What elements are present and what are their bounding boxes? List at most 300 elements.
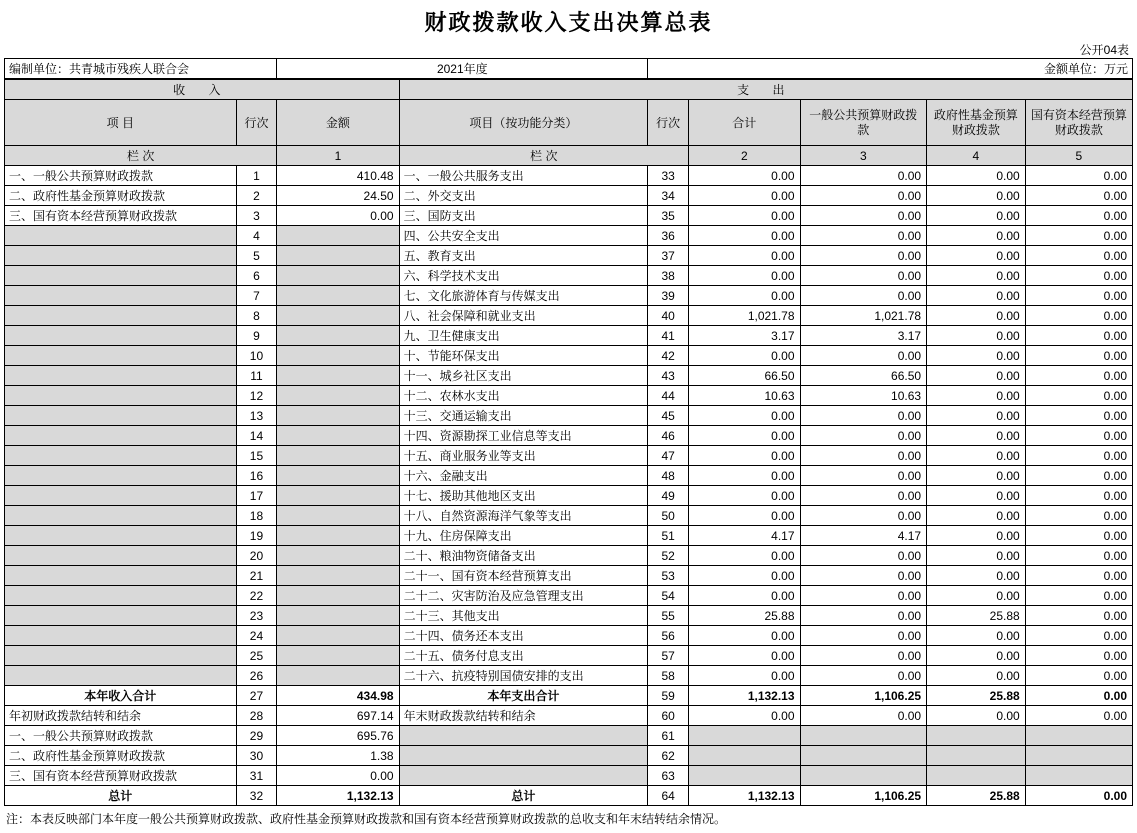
cell-expense-item: 十二、农林水支出 (399, 386, 648, 406)
cell-income-line: 13 (236, 406, 277, 426)
cell-expense-total: 0.00 (689, 446, 801, 466)
compile-unit: 编制单位：共青城市残疾人联合会 (5, 59, 277, 79)
cell-income-item (5, 246, 237, 266)
cell-expense-total: 0.00 (689, 206, 801, 226)
col-num-1: 1 (277, 146, 399, 166)
cell-expense-total: 0.00 (689, 426, 801, 446)
cell-expense-fund: 0.00 (927, 346, 1026, 366)
cell-income-amount (277, 246, 399, 266)
cell-expense-fund: 0.00 (927, 406, 1026, 426)
cell-expense-item: 十、节能环保支出 (399, 346, 648, 366)
cell-expense-fund: 0.00 (927, 306, 1026, 326)
cell-expense-general: 0.00 (800, 246, 927, 266)
cell-income-amount: 434.98 (277, 686, 399, 706)
cell-expense-line: 58 (648, 666, 689, 686)
cell-expense-total: 10.63 (689, 386, 801, 406)
table-row (5, 166, 1133, 186)
cell-income-item: 年初财政拨款结转和结余 (5, 706, 237, 726)
cell-expense-total: 0.00 (689, 346, 801, 366)
cell-expense-general: 0.00 (800, 566, 927, 586)
cell-expense-fund: 0.00 (927, 546, 1026, 566)
cell-expense-line: 35 (648, 206, 689, 226)
cell-income-amount (277, 486, 399, 506)
table-row (5, 786, 1133, 806)
cell-expense-item: 二、外交支出 (399, 186, 648, 206)
cell-expense-line: 45 (648, 406, 689, 426)
cell-expense-total: 3.17 (689, 326, 801, 346)
cell-income-item (5, 606, 237, 626)
cell-income-line: 10 (236, 346, 277, 366)
cell-expense-item: 二十三、其他支出 (399, 606, 648, 626)
cell-expense-general: 0.00 (800, 626, 927, 646)
cell-income-item: 三、国有资本经营预算财政拨款 (5, 206, 237, 226)
cell-income-line: 22 (236, 586, 277, 606)
cell-expense-total: 0.00 (689, 246, 801, 266)
cell-expense-line: 37 (648, 246, 689, 266)
cell-income-amount (277, 286, 399, 306)
cell-expense-capital: 0.00 (1025, 326, 1132, 346)
cell-income-line: 25 (236, 646, 277, 666)
cell-expense-line: 38 (648, 266, 689, 286)
cell-expense-capital: 0.00 (1025, 346, 1132, 366)
cell-expense-total: 4.17 (689, 526, 801, 546)
cell-expense-capital: 0.00 (1025, 246, 1132, 266)
cell-income-amount (277, 346, 399, 366)
cell-expense-capital: 0.00 (1025, 166, 1132, 186)
cell-expense-fund: 0.00 (927, 386, 1026, 406)
cell-income-line: 27 (236, 686, 277, 706)
table-row (5, 466, 1133, 486)
cell-expense-capital: 0.00 (1025, 586, 1132, 606)
cell-income-item (5, 666, 237, 686)
col-expense-fund: 政府性基金预算财政拨款 (927, 100, 1026, 146)
cell-expense-item: 二十四、债务还本支出 (399, 626, 648, 646)
table-row (5, 526, 1133, 546)
cell-income-line: 3 (236, 206, 277, 226)
cell-income-amount (277, 506, 399, 526)
cell-expense-capital: 0.00 (1025, 406, 1132, 426)
cell-expense-capital: 0.00 (1025, 686, 1132, 706)
cell-expense-line: 47 (648, 446, 689, 466)
cell-expense-capital: 0.00 (1025, 566, 1132, 586)
cell-expense-fund: 0.00 (927, 466, 1026, 486)
cell-expense-item: 二十六、抗疫特别国债安排的支出 (399, 666, 648, 686)
cell-expense-item: 六、科学技术支出 (399, 266, 648, 286)
col-num-4: 4 (927, 146, 1026, 166)
col-expense-item: 项目（按功能分类） (399, 100, 648, 146)
cell-expense-fund: 0.00 (927, 646, 1026, 666)
cell-income-item (5, 486, 237, 506)
cell-expense-general: 10.63 (800, 386, 927, 406)
cell-income-line: 18 (236, 506, 277, 526)
right-column-label: 栏 次 (399, 146, 688, 166)
table-row (5, 586, 1133, 606)
table-row (5, 406, 1133, 426)
cell-expense-line: 57 (648, 646, 689, 666)
cell-expense-line: 39 (648, 286, 689, 306)
cell-expense-capital: 0.00 (1025, 266, 1132, 286)
cell-income-amount (277, 526, 399, 546)
cell-expense-item: 本年支出合计 (399, 686, 648, 706)
cell-income-line: 20 (236, 546, 277, 566)
cell-expense-line: 59 (648, 686, 689, 706)
expense-group-header: 支 出 (399, 80, 1132, 100)
cell-income-item (5, 646, 237, 666)
cell-expense-total: 0.00 (689, 226, 801, 246)
cell-income-line: 30 (236, 746, 277, 766)
cell-expense-line: 50 (648, 506, 689, 526)
cell-expense-total: 0.00 (689, 486, 801, 506)
cell-income-line: 7 (236, 286, 277, 306)
cell-income-line: 1 (236, 166, 277, 186)
table-row (5, 746, 1133, 766)
cell-income-line: 6 (236, 266, 277, 286)
cell-expense-item: 十四、资源勘探工业信息等支出 (399, 426, 648, 446)
cell-income-amount (277, 466, 399, 486)
cell-expense-general: 0.00 (800, 426, 927, 446)
col-num-2: 2 (689, 146, 801, 166)
cell-expense-capital: 0.00 (1025, 226, 1132, 246)
table-row (5, 646, 1133, 666)
col-income-item: 项 目 (5, 100, 237, 146)
cell-income-line: 16 (236, 466, 277, 486)
cell-expense-line: 63 (648, 766, 689, 786)
cell-income-amount (277, 546, 399, 566)
cell-expense-line: 41 (648, 326, 689, 346)
cell-expense-capital: 0.00 (1025, 306, 1132, 326)
cell-income-amount: 1,132.13 (277, 786, 399, 806)
table-row (5, 706, 1133, 726)
cell-expense-total: 0.00 (689, 706, 801, 726)
table-row (5, 726, 1133, 746)
table-row (5, 666, 1133, 686)
cell-income-item: 本年收入合计 (5, 686, 237, 706)
cell-expense-fund: 0.00 (927, 626, 1026, 646)
cell-income-item (5, 346, 237, 366)
cell-income-line: 9 (236, 326, 277, 346)
public-code-row (0, 41, 1137, 58)
cell-expense-line: 33 (648, 166, 689, 186)
cell-income-amount (277, 606, 399, 626)
cell-income-amount: 0.00 (277, 206, 399, 226)
cell-expense-general: 3.17 (800, 326, 927, 346)
cell-expense-capital: 0.00 (1025, 286, 1132, 306)
cell-expense-general: 0.00 (800, 466, 927, 486)
cell-income-amount (277, 446, 399, 466)
meta-table (4, 58, 1133, 79)
cell-expense-general: 0.00 (800, 166, 927, 186)
cell-expense-general: 0.00 (800, 286, 927, 306)
cell-expense-total: 0.00 (689, 286, 801, 306)
cell-income-amount (277, 406, 399, 426)
cell-expense-capital: 0.00 (1025, 646, 1132, 666)
table-row (5, 286, 1133, 306)
cell-income-item: 总计 (5, 786, 237, 806)
cell-expense-general: 0.00 (800, 346, 927, 366)
cell-income-amount (277, 306, 399, 326)
cell-expense-capital: 0.00 (1025, 606, 1132, 626)
cell-expense-total: 25.88 (689, 606, 801, 626)
table-row (5, 766, 1133, 786)
cell-income-item (5, 566, 237, 586)
cell-expense-total (689, 726, 801, 746)
cell-expense-line: 52 (648, 546, 689, 566)
table-row (5, 626, 1133, 646)
cell-expense-fund (927, 726, 1026, 746)
cell-income-line: 28 (236, 706, 277, 726)
cell-expense-general: 1,021.78 (800, 306, 927, 326)
cell-expense-total: 1,021.78 (689, 306, 801, 326)
cell-expense-line: 49 (648, 486, 689, 506)
cell-expense-line: 42 (648, 346, 689, 366)
cell-expense-total: 0.00 (689, 546, 801, 566)
cell-expense-line: 43 (648, 366, 689, 386)
cell-expense-line: 44 (648, 386, 689, 406)
cell-income-line: 32 (236, 786, 277, 806)
cell-expense-item: 年末财政拨款结转和结余 (399, 706, 648, 726)
cell-expense-general (800, 766, 927, 786)
main-table (4, 79, 1133, 806)
col-expense-line: 行次 (648, 100, 689, 146)
cell-income-amount (277, 266, 399, 286)
cell-income-item (5, 326, 237, 346)
cell-income-item (5, 406, 237, 426)
cell-expense-general: 0.00 (800, 586, 927, 606)
cell-expense-total: 1,132.13 (689, 686, 801, 706)
cell-expense-item: 十七、援助其他地区支出 (399, 486, 648, 506)
cell-expense-fund: 0.00 (927, 526, 1026, 546)
cell-income-item (5, 626, 237, 646)
page-title: 财政拨款收入支出决算总表 (424, 10, 713, 35)
table-row (5, 566, 1133, 586)
cell-income-amount: 697.14 (277, 706, 399, 726)
income-group-header: 收 入 (5, 80, 400, 100)
fiscal-year: 2021年度 (277, 59, 648, 79)
cell-expense-item: 九、卫生健康支出 (399, 326, 648, 346)
col-num-5: 5 (1025, 146, 1132, 166)
cell-expense-general: 0.00 (800, 206, 927, 226)
table-row (5, 306, 1133, 326)
cell-expense-general: 0.00 (800, 186, 927, 206)
cell-expense-line: 62 (648, 746, 689, 766)
cell-expense-total: 66.50 (689, 366, 801, 386)
cell-expense-fund: 0.00 (927, 706, 1026, 726)
cell-expense-general: 66.50 (800, 366, 927, 386)
cell-income-line: 26 (236, 666, 277, 686)
cell-expense-total (689, 766, 801, 786)
cell-expense-capital: 0.00 (1025, 526, 1132, 546)
cell-income-line: 21 (236, 566, 277, 586)
cell-expense-fund: 0.00 (927, 586, 1026, 606)
cell-income-item (5, 446, 237, 466)
cell-expense-line: 46 (648, 426, 689, 446)
cell-income-amount (277, 426, 399, 446)
cell-expense-fund: 0.00 (927, 246, 1026, 266)
table-row (5, 366, 1133, 386)
cell-expense-total: 1,132.13 (689, 786, 801, 806)
cell-expense-item: 十一、城乡社区支出 (399, 366, 648, 386)
cell-expense-line: 61 (648, 726, 689, 746)
cell-expense-general: 4.17 (800, 526, 927, 546)
cell-expense-general: 0.00 (800, 446, 927, 466)
cell-income-line: 5 (236, 246, 277, 266)
cell-expense-fund (927, 766, 1026, 786)
cell-expense-item (399, 766, 648, 786)
cell-income-amount: 695.76 (277, 726, 399, 746)
cell-expense-line: 48 (648, 466, 689, 486)
cell-expense-item (399, 726, 648, 746)
table-row (5, 606, 1133, 626)
cell-income-item (5, 506, 237, 526)
cell-expense-general: 0.00 (800, 666, 927, 686)
cell-expense-item: 三、国防支出 (399, 206, 648, 226)
cell-expense-item: 二十二、灾害防治及应急管理支出 (399, 586, 648, 606)
cell-expense-fund: 0.00 (927, 206, 1026, 226)
cell-expense-line: 60 (648, 706, 689, 726)
cell-income-item (5, 306, 237, 326)
table-body (5, 166, 1133, 806)
cell-expense-fund: 0.00 (927, 166, 1026, 186)
cell-expense-fund: 0.00 (927, 326, 1026, 346)
cell-expense-fund: 0.00 (927, 226, 1026, 246)
cell-expense-total: 0.00 (689, 466, 801, 486)
cell-income-line: 14 (236, 426, 277, 446)
cell-income-item (5, 426, 237, 446)
col-expense-total: 合计 (689, 100, 801, 146)
cell-expense-general: 0.00 (800, 486, 927, 506)
cell-income-amount: 410.48 (277, 166, 399, 186)
cell-expense-general (800, 746, 927, 766)
cell-expense-line: 40 (648, 306, 689, 326)
cell-expense-capital (1025, 726, 1132, 746)
cell-income-item: 一、一般公共预算财政拨款 (5, 726, 237, 746)
cell-expense-line: 55 (648, 606, 689, 626)
cell-expense-general: 0.00 (800, 406, 927, 426)
cell-income-amount: 1.38 (277, 746, 399, 766)
cell-income-line: 11 (236, 366, 277, 386)
cell-expense-capital: 0.00 (1025, 506, 1132, 526)
cell-expense-fund: 0.00 (927, 446, 1026, 466)
cell-income-item (5, 546, 237, 566)
table-row (5, 686, 1133, 706)
cell-expense-total: 0.00 (689, 646, 801, 666)
cell-expense-item: 十六、金融支出 (399, 466, 648, 486)
cell-expense-capital (1025, 746, 1132, 766)
cell-expense-fund: 0.00 (927, 506, 1026, 526)
table-row (5, 426, 1133, 446)
cell-income-amount (277, 226, 399, 246)
cell-income-item (5, 526, 237, 546)
left-column-label: 栏 次 (5, 146, 277, 166)
column-number-row (5, 146, 1133, 166)
cell-expense-total: 0.00 (689, 506, 801, 526)
cell-expense-general: 0.00 (800, 646, 927, 666)
cell-income-item (5, 586, 237, 606)
cell-expense-capital: 0.00 (1025, 426, 1132, 446)
cell-expense-total: 0.00 (689, 586, 801, 606)
cell-expense-capital: 0.00 (1025, 206, 1132, 226)
col-income-line: 行次 (236, 100, 277, 146)
cell-expense-item: 四、公共安全支出 (399, 226, 648, 246)
col-num-3: 3 (800, 146, 927, 166)
cell-expense-item: 十九、住房保障支出 (399, 526, 648, 546)
cell-expense-total: 0.00 (689, 666, 801, 686)
cell-expense-line: 51 (648, 526, 689, 546)
cell-expense-fund: 0.00 (927, 566, 1026, 586)
cell-income-line: 23 (236, 606, 277, 626)
cell-income-line: 19 (236, 526, 277, 546)
cell-expense-line: 56 (648, 626, 689, 646)
col-expense-general: 一般公共预算财政拨款 (800, 100, 927, 146)
col-expense-capital: 国有资本经营预算财政拨款 (1025, 100, 1132, 146)
cell-expense-fund: 0.00 (927, 366, 1026, 386)
cell-expense-line: 36 (648, 226, 689, 246)
cell-income-amount: 24.50 (277, 186, 399, 206)
cell-expense-fund: 25.88 (927, 606, 1026, 626)
cell-income-item (5, 286, 237, 306)
group-header-row (5, 80, 1133, 100)
table-row (5, 226, 1133, 246)
footnote: 注：本表反映部门本年度一般公共预算财政拨款、政府性基金预算财政拨款和国有资本经营预算财政拨款的总收支和年末结转结余情况。 (6, 812, 727, 826)
table-row (5, 326, 1133, 346)
cell-expense-capital: 0.00 (1025, 546, 1132, 566)
table-row (5, 266, 1133, 286)
cell-expense-item: 十八、自然资源海洋气象等支出 (399, 506, 648, 526)
cell-income-item: 一、一般公共预算财政拨款 (5, 166, 237, 186)
cell-expense-capital: 0.00 (1025, 706, 1132, 726)
cell-income-line: 12 (236, 386, 277, 406)
table-row (5, 506, 1133, 526)
cell-expense-capital: 0.00 (1025, 186, 1132, 206)
cell-expense-total: 0.00 (689, 566, 801, 586)
cell-income-line: 24 (236, 626, 277, 646)
cell-income-item (5, 266, 237, 286)
cell-expense-fund: 0.00 (927, 266, 1026, 286)
cell-expense-fund: 0.00 (927, 286, 1026, 306)
cell-expense-general: 0.00 (800, 546, 927, 566)
cell-expense-item: 二十一、国有资本经营预算支出 (399, 566, 648, 586)
public-code: 公开04表 (1079, 43, 1129, 57)
cell-income-amount (277, 386, 399, 406)
cell-expense-item: 十五、商业服务业等支出 (399, 446, 648, 466)
table-row (5, 186, 1133, 206)
cell-expense-capital: 0.00 (1025, 486, 1132, 506)
cell-expense-general: 0.00 (800, 706, 927, 726)
cell-expense-total (689, 746, 801, 766)
table-row (5, 246, 1133, 266)
cell-expense-general: 0.00 (800, 506, 927, 526)
cell-income-item: 二、政府性基金预算财政拨款 (5, 746, 237, 766)
cell-expense-capital: 0.00 (1025, 786, 1132, 806)
table-row (5, 446, 1133, 466)
cell-income-line: 15 (236, 446, 277, 466)
col-income-amount: 金额 (277, 100, 399, 146)
table-row (5, 546, 1133, 566)
cell-expense-item: 一、一般公共服务支出 (399, 166, 648, 186)
cell-income-line: 31 (236, 766, 277, 786)
cell-expense-total: 0.00 (689, 626, 801, 646)
cell-expense-item: 二十五、债务付息支出 (399, 646, 648, 666)
cell-income-line: 2 (236, 186, 277, 206)
cell-expense-capital: 0.00 (1025, 626, 1132, 646)
cell-income-line: 4 (236, 226, 277, 246)
cell-income-item: 二、政府性基金预算财政拨款 (5, 186, 237, 206)
cell-income-item (5, 366, 237, 386)
cell-expense-item: 八、社会保障和就业支出 (399, 306, 648, 326)
cell-expense-capital: 0.00 (1025, 446, 1132, 466)
cell-expense-item: 七、文化旅游体育与传媒支出 (399, 286, 648, 306)
cell-expense-total: 0.00 (689, 266, 801, 286)
